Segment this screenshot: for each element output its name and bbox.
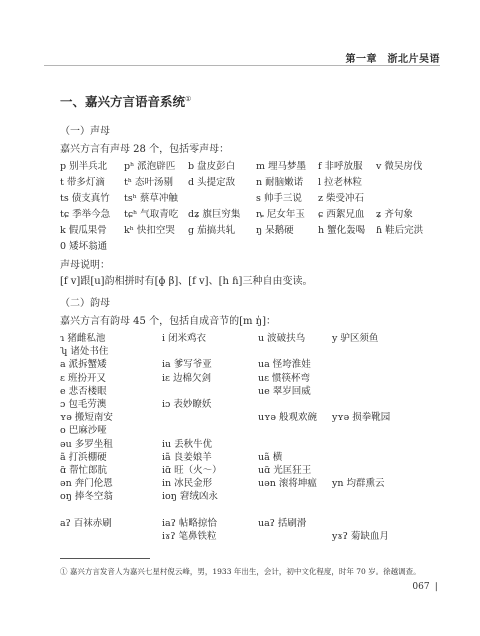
initials-row xyxy=(60,174,440,190)
initials-intro: 嘉兴方言有声母 28 个，包括零声母： xyxy=(60,144,230,155)
final-entry: aʔ 百袜赤刷 xyxy=(60,517,112,529)
initial-entry: v 微吴房伐 xyxy=(376,161,423,172)
initial-entry: ŋ 呆鹅硬 xyxy=(256,225,294,236)
final-entry: əu 多罗坐租 xyxy=(60,438,113,450)
initial-entry: b 盘皮彭白 xyxy=(188,161,236,172)
final-entry: iɔ 表妙瞭妖 xyxy=(162,399,212,410)
initials-heading: （一）声母 xyxy=(60,126,110,137)
final-entry: ɑ̃ 帮忙郎肮 xyxy=(60,465,108,476)
final-entry: ən 奔门伦恩 xyxy=(60,478,113,490)
final-entry: a 派拆蟹矮 xyxy=(60,359,107,371)
final-entry: uã 横 xyxy=(258,451,283,463)
final-entry: iã 良姜娘羊 xyxy=(162,451,212,463)
final-entry: ʮ 诸处书住 xyxy=(60,346,109,358)
initial-entry: z 柴受冲石 xyxy=(318,193,365,204)
initials-row xyxy=(60,222,440,238)
finals-row xyxy=(60,528,440,544)
section-title-text: 一、嘉兴方言语音系统 xyxy=(60,94,186,109)
final-entry: uɑ̃ 光匡狂王 xyxy=(258,465,312,476)
initial-entry: ʑ 齐句象 xyxy=(376,209,413,220)
final-entry: i 闭米鸡衣 xyxy=(162,333,207,344)
initial-entry: d 头提定敌 xyxy=(188,177,236,188)
initial-entry: kʰ 快扣空哭 xyxy=(124,225,175,236)
initial-entry: tɕ 季举今急 xyxy=(60,209,111,220)
initial-entry: tsʰ 蔡草冲触 xyxy=(124,193,178,204)
initial-entry: t 带多灯滴 xyxy=(60,177,105,188)
initials-note-label: 声母说明： xyxy=(60,260,110,271)
final-entry: yn 均群熏云 xyxy=(332,478,385,490)
final-entry: ã 打浜棚硬 xyxy=(60,451,107,463)
final-entry: iaʔ 帖略掠恰 xyxy=(162,517,217,529)
final-entry: iu 丢秋牛优 xyxy=(162,438,213,450)
header-rule xyxy=(44,65,440,66)
footnote-rule xyxy=(60,558,150,559)
initial-entry: ɕ 西絮兄血 xyxy=(318,209,365,220)
final-entry: uʏə 般观欢碗 xyxy=(258,412,317,424)
initials-note-text: [f v]跟[u]韵相拼时有[ɸ β]、[f v]、[h ɦ]三种自由变读。 xyxy=(60,276,313,287)
final-entry: ʏə 搬短南安 xyxy=(60,412,113,424)
page-number: 067 ❘ xyxy=(412,582,440,592)
final-entry: y 驴区须鱼 xyxy=(332,333,379,344)
initial-entry: dʑ 旗巨穷集 xyxy=(188,209,241,220)
footnote: ① 嘉兴方言发音人为嘉兴七星村倪云峰，男，1933 年出生，会计，初中文化程度，时年 70 岁。徐越调查。 xyxy=(60,567,421,576)
final-entry: yʏə 损拳靴园 xyxy=(332,412,391,424)
finals-intro: 嘉兴方言有韵母 45 个，包括自成音节的[m ŋ̍]： xyxy=(60,316,276,327)
final-entry: in 冰民金形 xyxy=(162,478,213,490)
final-entry: ia 爹写爷亚 xyxy=(162,359,212,371)
initial-entry: pʰ 派泡辟匹 xyxy=(124,161,176,172)
initial-entry: f 非呼放服 xyxy=(318,161,363,172)
final-entry: iɑ̃ 旺（火～） xyxy=(162,465,222,476)
initials-row xyxy=(60,206,440,222)
finals-heading: （二）韵母 xyxy=(60,298,110,309)
initial-entry: tɕʰ 气取青吃 xyxy=(124,209,179,220)
initial-entry: n 耐脑嫩诺 xyxy=(256,177,304,188)
final-entry: uaʔ 括刷滑 xyxy=(258,517,307,529)
final-entry: iɛ 边棉欠剑 xyxy=(162,372,211,384)
initial-entry: 0 矮坏翁通 xyxy=(60,241,108,252)
initial-entry: tʰ 态叶汤剔 xyxy=(124,177,173,188)
final-entry: uɛ 惯筷杯弯 xyxy=(258,372,311,384)
initial-entry: h 蟹化轰喝 xyxy=(318,225,366,236)
final-entry: uən 滚将坤瘟 xyxy=(258,478,317,490)
footnote-mark: ① xyxy=(185,94,192,103)
initial-entry: ȵ 尼女年玉 xyxy=(256,209,305,220)
section-title xyxy=(60,92,191,110)
final-entry: u 波破扶乌 xyxy=(258,333,306,344)
initial-entry: m 埋马梦墨 xyxy=(256,161,307,172)
initial-entry: ts 债支真竹 xyxy=(60,193,110,204)
final-entry: o 巴麻沙哑 xyxy=(60,425,107,437)
running-header: 第一章 浙北片吴语 xyxy=(345,54,440,65)
final-entry: ɛ 班扮开又 xyxy=(60,372,106,384)
final-entry: yɤʔ 菊缺血月 xyxy=(332,531,389,542)
initial-entry: l 拉老林粒 xyxy=(318,177,363,188)
final-entry: ɿ 猪雌私池 xyxy=(60,333,106,344)
final-entry: oŋ 捧冬空翁 xyxy=(60,491,113,503)
initial-entry: g 茄搞共轧 xyxy=(188,225,236,236)
final-entry: ɔ 包毛劳澳 xyxy=(60,399,107,410)
final-entry: ua 怪垮淮娃 xyxy=(258,359,311,371)
initials-row xyxy=(60,238,440,254)
initial-entry: p 别半兵北 xyxy=(60,161,108,172)
initial-entry: ɦ 鞋后完洪 xyxy=(376,225,424,236)
final-entry: ioŋ 窘绒凶永 xyxy=(162,491,218,503)
initial-entry: k 假瓜果骨 xyxy=(60,225,107,236)
initial-entry: s 帅手三说 xyxy=(256,193,302,204)
initials-row xyxy=(60,158,440,174)
final-entry: e 悲否楼眼 xyxy=(60,385,107,397)
initials-row xyxy=(60,190,440,206)
final-entry: iɤʔ 笔鼻铁粒 xyxy=(162,531,217,542)
final-entry: ue 翠岁回威 xyxy=(258,385,311,397)
